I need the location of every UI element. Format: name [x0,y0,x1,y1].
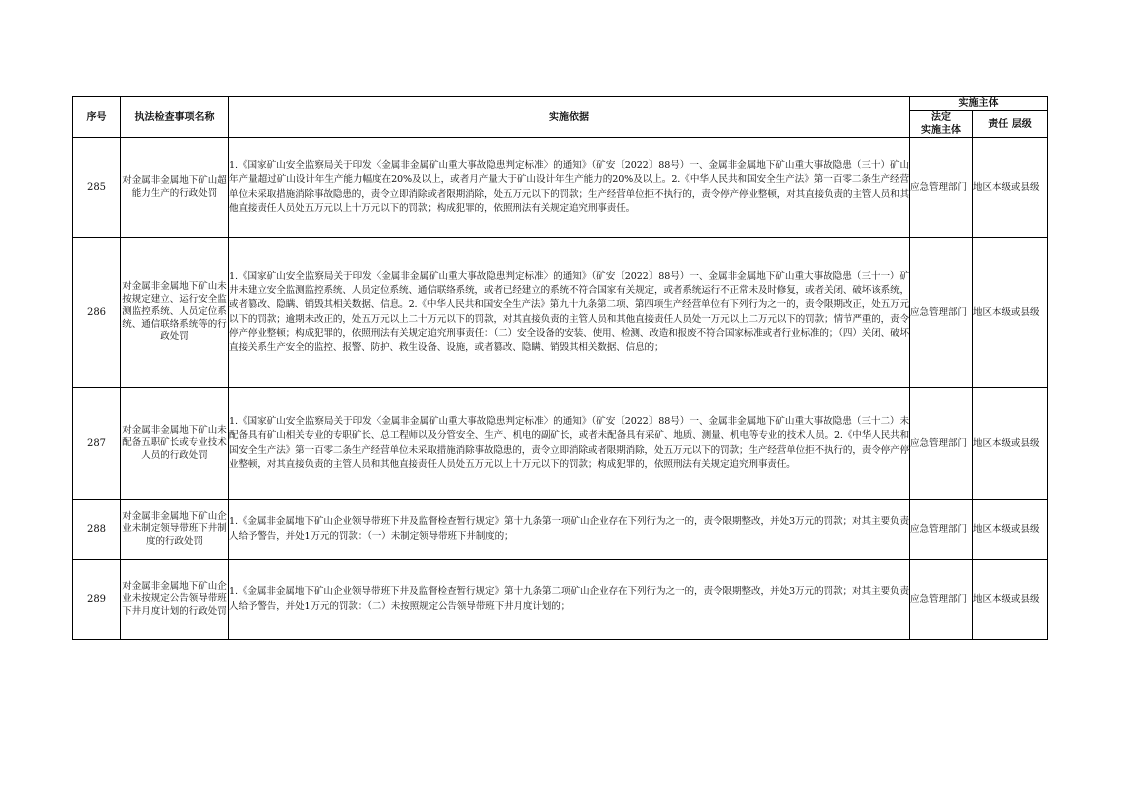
row-legal-subject: 应急管理部门 [910,138,973,238]
col-header-basis: 实施依据 [229,97,910,138]
row-responsibility-level: 地区本级或县级 [973,560,1048,640]
row-basis: 1.《金属非金属地下矿山企业领导带班下井及监督检查暂行规定》第十九条第一项矿山企业存在下列行为之一的，责令限期整改，并处3万元的罚款；对其主要负责人给予警告，并处1万元的罚款：（一）未制定领导带班下井制度的； [229,500,910,560]
row-item-name: 对金属非金属地下矿山超能力生产的行政处罚 [121,138,229,238]
col-header-item-name: 执法检查事项名称 [121,97,229,138]
row-item-name: 对金属非金属地下矿山企业未按规定公告领导带班下井月度计划的行政处罚 [121,560,229,640]
row-responsibility-level: 地区本级或县级 [973,388,1048,500]
enforcement-items-table [72,96,1048,640]
table-row [73,500,1048,560]
table-row [73,138,1048,238]
row-legal-subject: 应急管理部门 [910,560,973,640]
row-legal-subject: 应急管理部门 [910,500,973,560]
row-basis: 1.《国家矿山安全监察局关于印发〈金属非金属矿山重大事故隐患判定标准〉的通知》（矿安〔2022〕88号）一、金属非金属地下矿山重大事故隐患（三十二）未配备具有矿山相关专业的专职矿长、总工程师以及分管安全、生产、机电的副矿长，或者未配备具有采矿、地质、测量、机电等专业的技术人员。2.《中华人民共和国安全生产法》第一百零二条生产经营单位未采取措施消除事故隐患的，责令立即消除或者限期消除，处五万元以下的罚款；生产经营单位拒不执行的，责令停产停业整顿，对其直接负责的主管人员和其他直接责任人员处五万元以上十万元以下的罚款；构成犯罪的，依照刑法有关规定追究刑事责任。 [229,388,910,500]
row-item-name: 对金属非金属地下矿山企业未制定领导带班下井制度的行政处罚 [121,500,229,560]
row-basis: 1.《国家矿山安全监察局关于印发〈金属非金属矿山重大事故隐患判定标准〉的通知》（矿安〔2022〕88号）一、金属非金属地下矿山重大事故隐患（三十一）矿井未建立安全监测监控系统、人员定位系统、通信联络系统，或者已经建立的系统不符合国家有关规定，或者系统运行不正常未及时修复，或者关闭、破坏该系统，或者篡改、隐瞒、销毁其相关数据、信息。2.《中华人民共和国安全生产法》第九十九条第二项、第四项生产经营单位有下列行为之一的，责令限期改正，处五万元以下的罚款；逾期未改正的，处五万元以上二十万元以下的罚款，对其直接负责的主管人员和其他直接责任人员处一万元以上二万元以下的罚款；情节严重的，责令停产停业整顿；构成犯罪的，依照刑法有关规定追究刑事责任：（二）安全设备的安装、使用、检测、改造和报废不符合国家标准或者行业标准的；（四）关闭、破坏直接关系生产安全的监控、报警、防护、救生设备、设施，或者篡改、隐瞒、销毁其相关数据、信息的； [229,238,910,388]
col-header-responsibility-level: 责任 层级 [973,111,1048,138]
row-item-name: 对金属非金属地下矿山未配备五职矿长或专业技术人员的行政处罚 [121,388,229,500]
row-basis: 1.《国家矿山安全监察局关于印发〈金属非金属矿山重大事故隐患判定标准〉的通知》（矿安〔2022〕88号）一、金属非金属地下矿山重大事故隐患（三十）矿山年产量超过矿山设计年生产能力幅度在20%及以上，或者月产量大于矿山设计年生产能力的20%及以上。2.《中华人民共和国安全生产法》第一百零二条生产经营单位未采取措施消除事故隐患的，责令立即消除或者限期消除，处五万元以下的罚款；生产经营单位拒不执行的，责令停产停业整顿，对其直接负责的主管人员和其他直接责任人员处五万元以上十万元以下的罚款；构成犯罪的，依照刑法有关规定追究刑事责任。 [229,138,910,238]
row-responsibility-level: 地区本级或县级 [973,138,1048,238]
row-responsibility-level: 地区本级或县级 [973,238,1048,388]
col-header-seq: 序号 [73,97,121,138]
row-item-name: 对金属非金属地下矿山未按规定建立、运行安全监测监控系统、人员定位系统、通信联络系统等的行政处罚 [121,238,229,388]
row-seq: 286 [73,238,121,388]
row-seq: 285 [73,138,121,238]
col-header-subject: 实施主体 [910,97,1048,111]
row-legal-subject: 应急管理部门 [910,238,973,388]
row-seq: 289 [73,560,121,640]
row-basis: 1.《金属非金属地下矿山企业领导带班下井及监督检查暂行规定》第十九条第二项矿山企业存在下列行为之一的，责令限期整改，并处3万元的罚款；对其主要负责人给予警告，并处1万元的罚款：（二）未按照规定公告领导带班下井月度计划的； [229,560,910,640]
row-responsibility-level: 地区本级或县级 [973,500,1048,560]
row-legal-subject: 应急管理部门 [910,388,973,500]
table-row [73,388,1048,500]
header-row-top [73,97,1048,111]
table-row [73,238,1048,388]
row-seq: 287 [73,388,121,500]
col-header-legal-subject: 法定 实施主体 [910,111,973,138]
row-seq: 288 [73,500,121,560]
table-row [73,560,1048,640]
